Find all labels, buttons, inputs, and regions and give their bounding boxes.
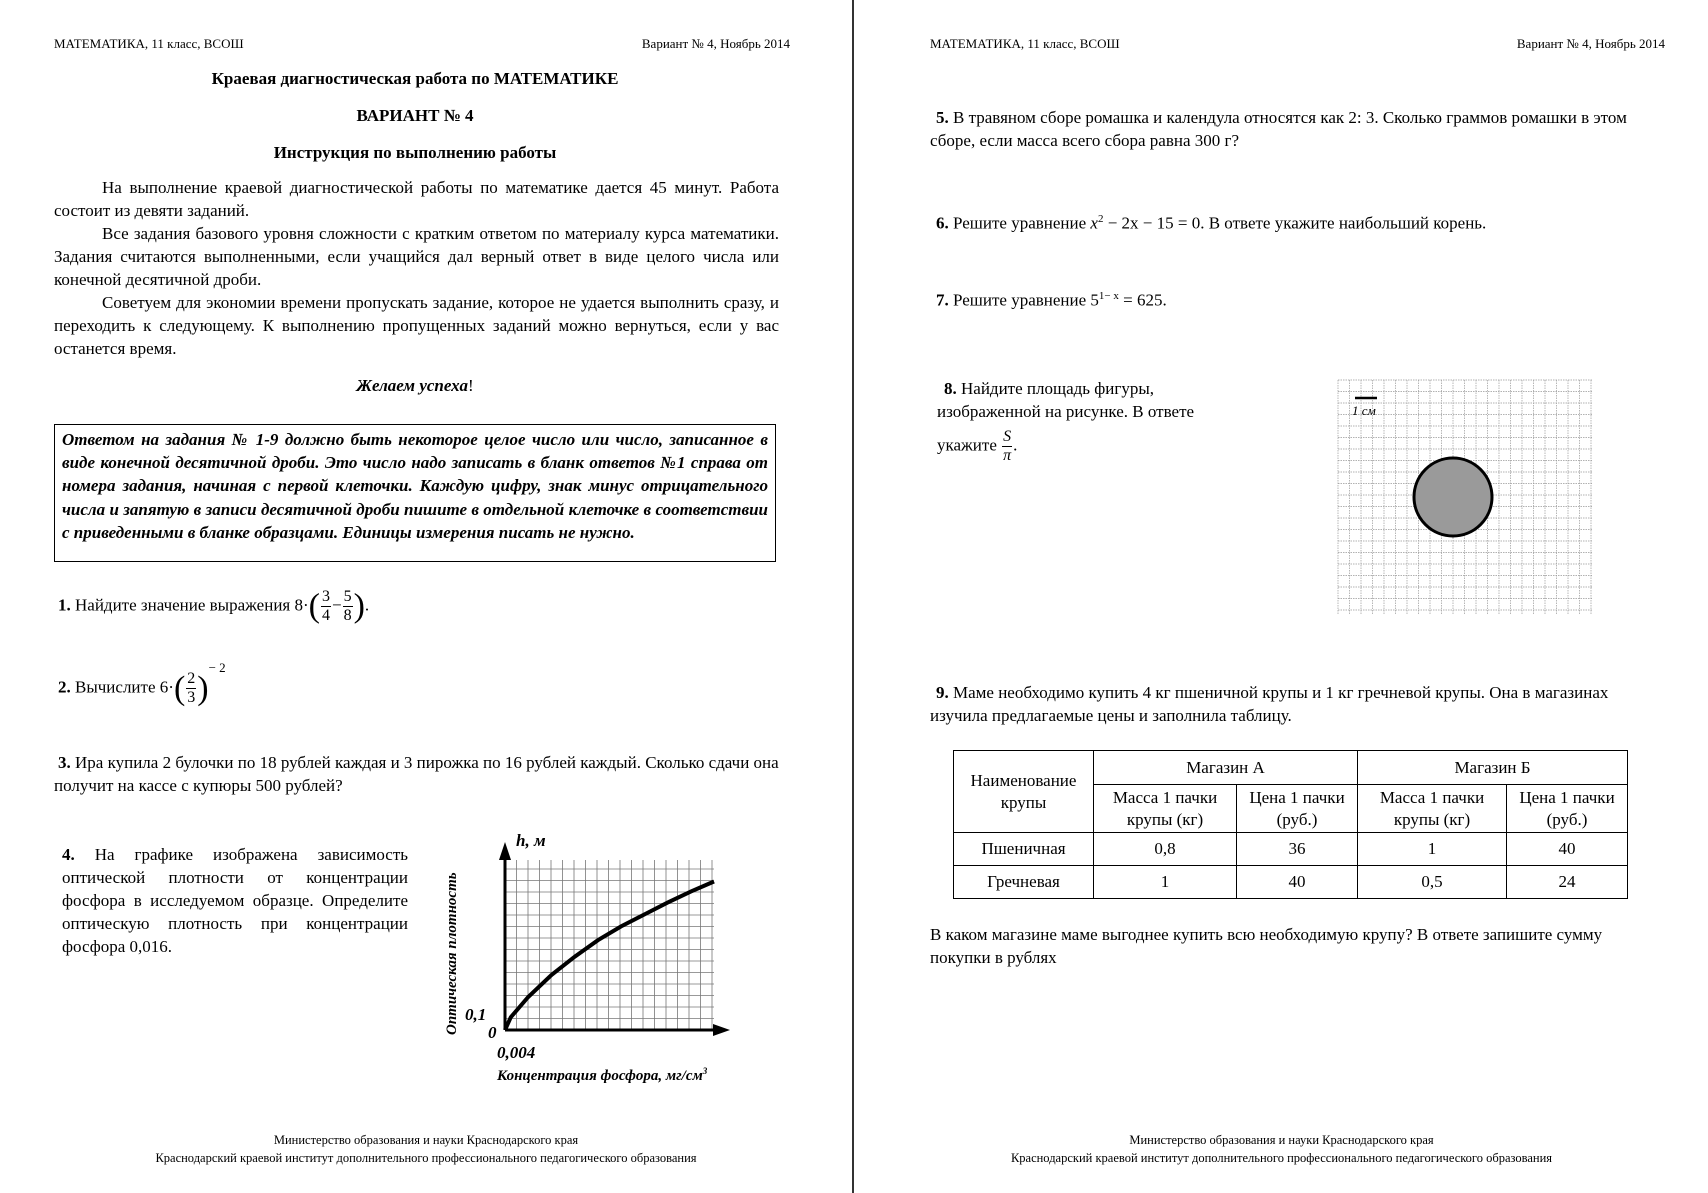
- good-luck-text: [54, 374, 776, 397]
- header-cereal-name: Наименование крупы: [954, 751, 1094, 833]
- question-8-indicate: укажите: [937, 435, 997, 455]
- question-3-number: 3.: [58, 753, 71, 772]
- question-9-text: Маме необходимо купить 4 кг пшеничной крупы и 1 кг гречневой крупы. Она в магазинах изучила предлагаемые цены и заполнила таблицу.: [930, 683, 1609, 725]
- chart-y-label: Оптическая плотность: [444, 872, 460, 1035]
- page-title: Краевая диагностическая работа по МАТЕМАТИКЕ: [211, 69, 619, 88]
- chart-y-tick-label: 0,1: [465, 1005, 487, 1024]
- question-5: [930, 106, 1650, 152]
- question-7: [936, 285, 1167, 312]
- question-9-question: В каком магазине маме выгоднее купить всю необходимую крупу? В ответе запишите сумму покупки в рублях: [930, 925, 1603, 967]
- footer-right: [855, 1131, 1708, 1167]
- row-b-mass: 0,5: [1358, 866, 1507, 899]
- question-7-end: .: [1162, 290, 1167, 310]
- footer-institute-right: Краснодарский краевой институт дополнительного профессионального педагогического образования: [1010, 1151, 1553, 1165]
- question-6-equation: − 2x − 15 = 0: [1103, 213, 1201, 233]
- row-a-mass: 1: [1094, 866, 1237, 899]
- left-page: [0, 0, 852, 1193]
- question-7-exponent: 1− x: [1098, 290, 1119, 302]
- question-7-rest: = 625: [1118, 290, 1163, 310]
- question-6-post: . В ответе укажите наибольший корень.: [1200, 213, 1487, 233]
- shaded-circle: [1414, 458, 1492, 536]
- question-1: 1. Найдите значение выражения 8·( $\frac{3}{4}$ − $\frac{5}{8}$ ).: [58, 587, 370, 625]
- question-6: [936, 208, 1486, 235]
- circle-figure: [1336, 378, 1594, 616]
- question-1-text: Найдите значение выражения: [75, 595, 291, 615]
- subheader-b-price: Цена 1 пачки (руб.): [1507, 785, 1628, 833]
- question-1-end: .: [364, 595, 370, 615]
- wish-mark: !: [467, 376, 474, 395]
- chart-x-arrow: [713, 1024, 730, 1036]
- question-8-fraction: $\frac{S}{\pi}$: [1003, 428, 1012, 464]
- question-5-number: 5.: [936, 108, 949, 127]
- right-page: [855, 0, 1708, 1193]
- header-variant-right: Вариант № 4, Ноябрь 2014: [1516, 36, 1665, 51]
- question-8: [937, 377, 1247, 423]
- header-store-a: Магазин А: [1094, 751, 1358, 785]
- question-7-base: 5: [1090, 290, 1099, 310]
- question-9: [930, 681, 1650, 727]
- question-1-coef: 8·: [294, 595, 309, 615]
- question-2-fraction: $\frac{2}{3}$: [187, 670, 196, 707]
- question-1-number: 1.: [58, 595, 71, 615]
- row-b-price: 24: [1507, 866, 1628, 899]
- chart-x-label: Концентрация фосфора, $мг/см^3$: [497, 1066, 708, 1084]
- question-2-coef: 6·: [159, 677, 174, 697]
- header-variant: Вариант № 4, Ноябрь 2014: [641, 36, 790, 51]
- answer-instructions-box: Ответом на задания № 1-9 должно быть некоторое целое число или число, записанное в виде конечной десятичной дроби. Это число надо записать в бланк ответов №1 справа от номера задания, начиная с первой клеточки. Каждую цифру, знак минус отрицательного числа и запятую в записи десятичной дроби пишите в отдельной клеточке в соответствии с приведенными в бланке образцами. Единицы измерения писать не нужно.: [54, 424, 776, 562]
- prices-table: [953, 750, 1628, 899]
- instructions-title: Инструкция по выполнению работы: [273, 143, 557, 162]
- row-a-price: 36: [1237, 833, 1358, 866]
- footer-institute: Краснодарский краевой институт дополнительного профессионального педагогического образования: [155, 1151, 697, 1165]
- subheader-b-mass: Масса 1 пачки крупы (кг): [1358, 785, 1507, 833]
- row-b-mass: 1: [1358, 833, 1507, 866]
- question-8-end: .: [1013, 435, 1018, 455]
- row-b-price: 40: [1507, 833, 1628, 866]
- subheader-a-mass: Масса 1 пачки крупы (кг): [1094, 785, 1237, 833]
- question-2: 2. Вычислите 6·( $\frac{2}{3}$ )$^{- 2}$: [58, 660, 226, 707]
- chart-origin-label: 0: [488, 1023, 497, 1042]
- footer-ministry-right: Министерство образования и науки Краснодарского края: [1129, 1133, 1434, 1147]
- header-subject: МАТЕМАТИКА, 11 класс, ВСОШ: [54, 36, 244, 51]
- page-divider: [852, 0, 854, 1193]
- question-2-number: 2.: [58, 677, 71, 697]
- scale-label: 1 см: [1352, 403, 1376, 418]
- wish-text: Желаем успеха: [356, 376, 468, 395]
- question-1-fraction-2: $\frac{5}{8}$: [343, 588, 352, 624]
- chart-grid: [505, 860, 714, 1030]
- row-name: Гречневая: [954, 866, 1094, 899]
- footer-ministry: Министерство образования и науки Краснодарского края: [273, 1133, 579, 1147]
- instructions-paragraph-3: Советуем для экономии времени пропускать задание, которое не удается выполнить сразу, и переходить к следующему. К выполнению пропущенных заданий можно вернуться, если у вас останется время.: [54, 293, 779, 358]
- question-3-text: Ира купила 2 булочки по 18 рублей каждая и 3 пирожка по 16 рублей каждый. Сколько сдачи она получит на кассе с купюры 500 рублей?: [54, 753, 779, 795]
- question-9-number: 9.: [936, 683, 949, 702]
- instructions-paragraph-1: На выполнение краевой диагностической работы по математике дается 45 минут. Работа состоит из девяти заданий.: [54, 178, 779, 220]
- question-1-operator: −: [331, 595, 342, 615]
- table-row: [954, 866, 1628, 899]
- question-4-number: 4.: [62, 845, 75, 864]
- row-a-price: 40: [1237, 866, 1358, 899]
- footer-left: [0, 1131, 852, 1167]
- question-7-number: 7.: [936, 290, 949, 310]
- chart-x-tick-label: 0,004: [497, 1043, 536, 1062]
- question-8-line3: [937, 428, 1017, 465]
- question-2-exponent: − 2: [208, 660, 226, 675]
- header-store-b: Магазин Б: [1358, 751, 1628, 785]
- header-subject-right: МАТЕМАТИКА, 11 класс, ВСОШ: [930, 36, 1120, 51]
- question-4-text: На графике изображена зависимость оптической плотности от концентрации фосфора в исследуемом образце. Определите оптическую плотность при концентрации фосфора 0,016.: [62, 845, 409, 956]
- chart-y-axis-label: h, м: [516, 831, 546, 850]
- question-3: [54, 751, 779, 797]
- question-5-text: В травяном сборе ромашка и календула относятся как 2: 3. Сколько граммов ромашки в этом сборе, если масса всего сбора равна 300 г?: [930, 108, 1627, 150]
- question-7-pre: Решите уравнение: [953, 290, 1087, 310]
- question-6-variable: x: [1090, 213, 1098, 233]
- row-a-mass: 0,8: [1094, 833, 1237, 866]
- question-8-number: 8.: [944, 379, 957, 398]
- chart-y-arrow: [499, 842, 511, 860]
- question-1-fraction-1: $\frac{3}{4}$: [321, 588, 330, 624]
- phosphorus-chart: [430, 830, 760, 1090]
- question-6-pre: Решите уравнение: [953, 213, 1087, 233]
- question-8-text: Найдите площадь фигуры, изображенной на рисунке. В ответе: [937, 379, 1195, 421]
- subheader-a-price: Цена 1 пачки (руб.): [1237, 785, 1358, 833]
- table-row: [954, 833, 1628, 866]
- question-6-number: 6.: [936, 213, 949, 233]
- instructions-paragraph-2: Все задания базового уровня сложности с кратким ответом по материалу курса математики. Задания считаются выполненными, если учащийся дал верный ответ в виде целого числа или конечной десятичной дроби.: [54, 224, 779, 289]
- question-4: [62, 843, 408, 958]
- question-2-text: Вычислите: [75, 677, 156, 697]
- variant-title: ВАРИАНТ № 4: [356, 106, 474, 125]
- row-name: Пшеничная: [954, 833, 1094, 866]
- question-6-exponent: 2: [1097, 213, 1104, 225]
